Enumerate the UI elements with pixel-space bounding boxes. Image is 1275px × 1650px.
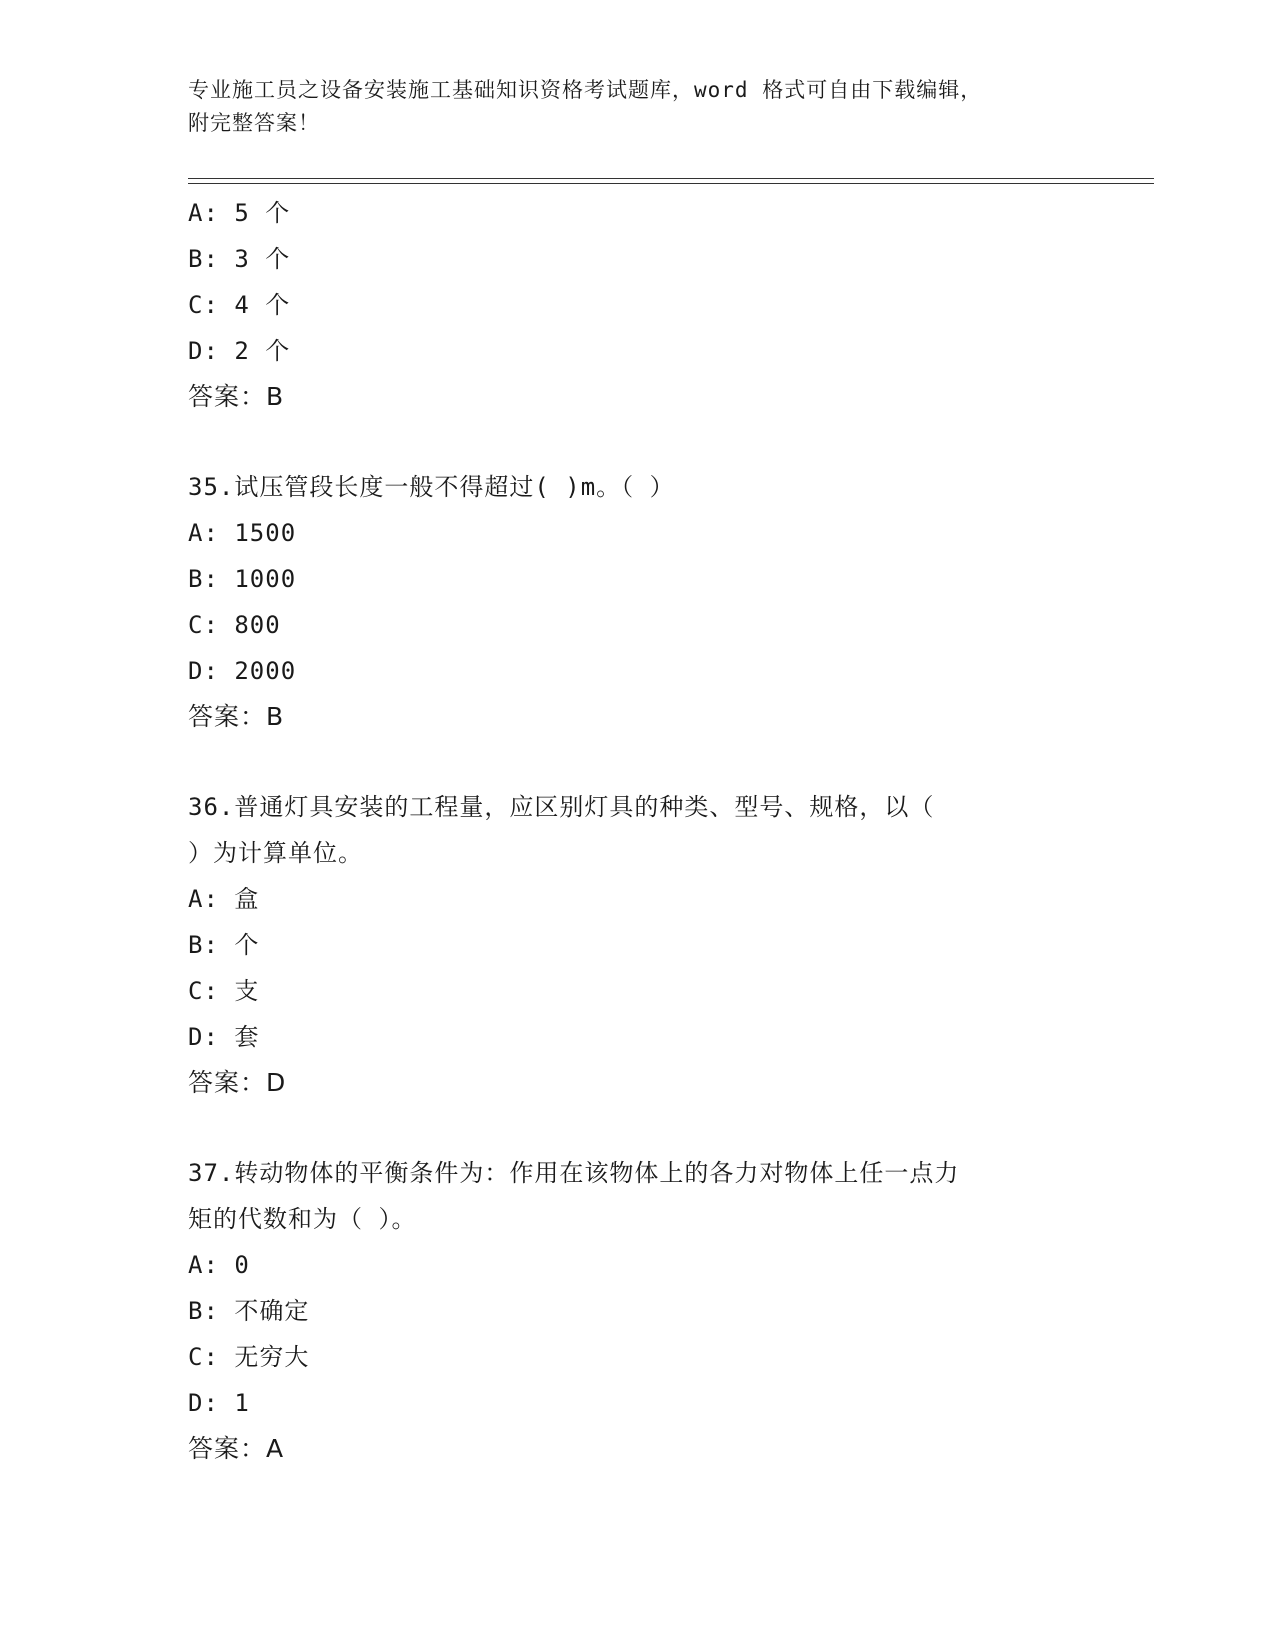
option-b: B: 1000 bbox=[188, 565, 297, 593]
header-title-line2: 附完整答案！ bbox=[188, 111, 320, 135]
question-list bbox=[188, 190, 1088, 1472]
header-double-rule bbox=[188, 178, 1154, 184]
option-b: B: 不确定 bbox=[188, 1297, 310, 1325]
question-text-line1: 37.转动物体的平衡条件为：作用在该物体上的各力对物体上任一点力 bbox=[188, 1159, 960, 1187]
spacer bbox=[188, 740, 1088, 784]
option-a: A: 0 bbox=[188, 1251, 250, 1279]
question-text-line1: 36.普通灯具安装的工程量，应区别灯具的种类、型号、规格，以（ bbox=[188, 793, 935, 821]
option-b: B: 3 个 bbox=[188, 245, 291, 273]
question-block-37 bbox=[188, 1150, 1088, 1472]
question-text-line2: 矩的代数和为（ ）。 bbox=[188, 1205, 417, 1233]
option-b: B: 个 bbox=[188, 931, 260, 959]
option-d: D: 1 bbox=[188, 1389, 250, 1417]
option-a: A: 5 个 bbox=[188, 199, 291, 227]
question-block-36 bbox=[188, 784, 1088, 1106]
answer-line: 答案：D bbox=[188, 1068, 287, 1097]
header-title-line1: 专业施工员之设备安装施工基础知识资格考试题库，word 格式可自由下载编辑， bbox=[188, 78, 983, 102]
question-text: 35.试压管段长度一般不得超过( )m。（ ） bbox=[188, 473, 675, 501]
option-d: D: 2 个 bbox=[188, 337, 291, 365]
option-a: A: 1500 bbox=[188, 519, 297, 547]
document-header bbox=[188, 74, 1088, 140]
answer-line: 答案：B bbox=[188, 702, 285, 731]
option-d: D: 套 bbox=[188, 1023, 260, 1051]
option-c: C: 4 个 bbox=[188, 291, 291, 319]
question-block-34 bbox=[188, 190, 1088, 420]
answer-line: 答案：A bbox=[188, 1434, 285, 1463]
question-text-line2: ）为计算单位。 bbox=[188, 839, 363, 867]
option-c: C: 支 bbox=[188, 977, 260, 1005]
option-c: C: 无穷大 bbox=[188, 1343, 310, 1371]
option-a: A: 盒 bbox=[188, 885, 260, 913]
answer-line: 答案：B bbox=[188, 382, 285, 411]
spacer bbox=[188, 1106, 1088, 1150]
spacer bbox=[188, 420, 1088, 464]
option-c: C: 800 bbox=[188, 611, 281, 639]
option-d: D: 2000 bbox=[188, 657, 297, 685]
question-block-35 bbox=[188, 464, 1088, 740]
